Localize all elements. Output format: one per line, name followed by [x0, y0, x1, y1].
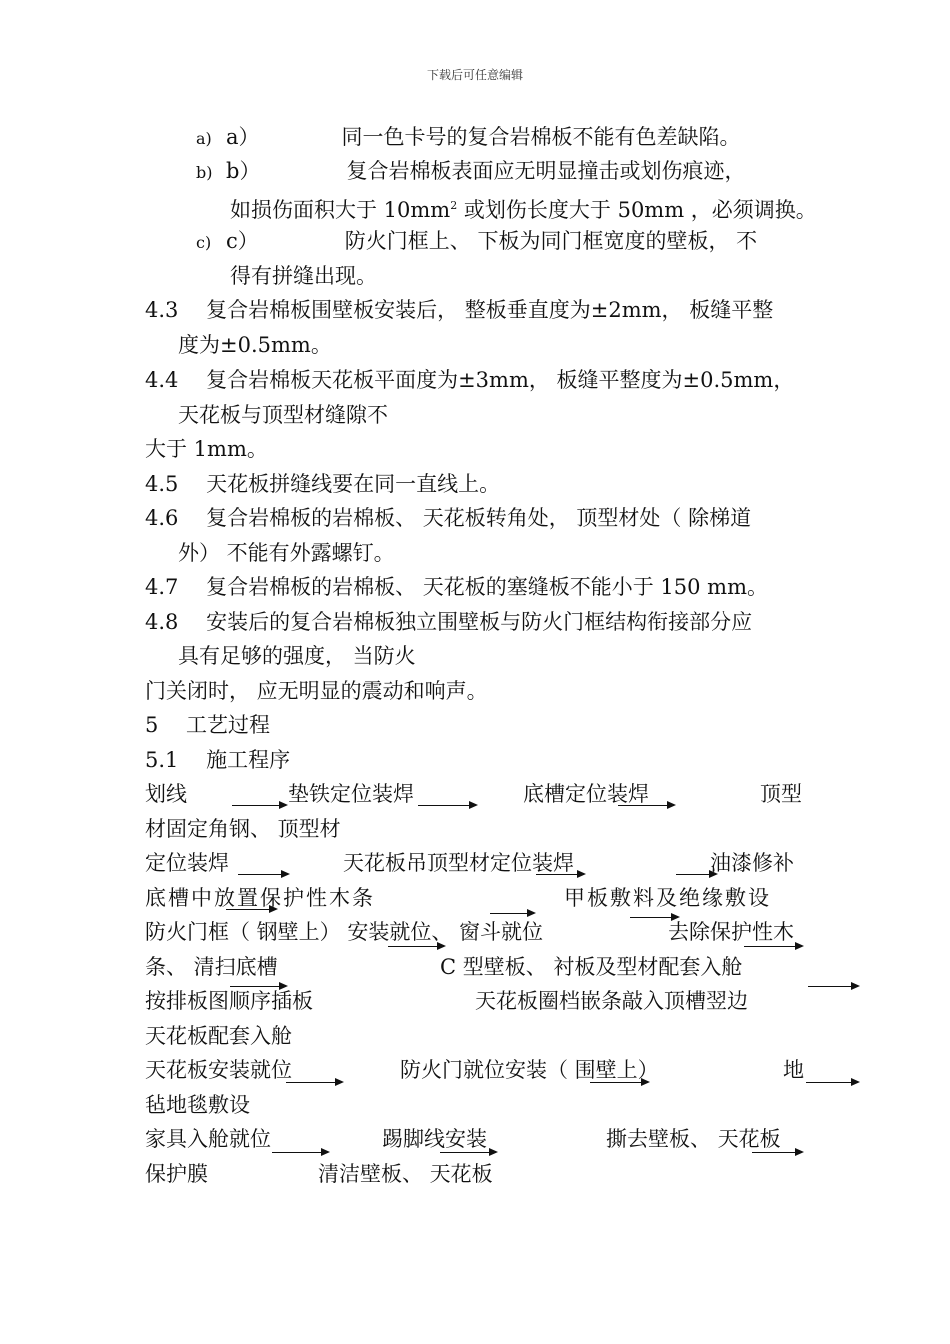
flow-arrow [806, 1082, 858, 1083]
item-c-marker: c) [196, 233, 212, 252]
section-4-8-line1: 4.8 安装后的复合岩棉板独立围壁板与防火门框结构衔接部分应 [145, 610, 753, 634]
flow-arrow [226, 909, 276, 910]
flow-arrow [536, 874, 584, 875]
item-b [196, 158, 745, 186]
item-b-text: 复合岩棉板表面应无明显撞击或划伤痕迹， [346, 159, 746, 183]
flow-arrow [230, 986, 286, 987]
item-b-marker: b) [196, 163, 213, 182]
flow-step-carpet: 毡地毯敷设 [145, 1093, 250, 1117]
flow-step-ceiling-into-cabin: 天花板配套入舱 [145, 1024, 292, 1048]
flow-arrow [618, 805, 674, 806]
section-5-1-heading: 5.1 施工程序 [145, 748, 291, 772]
flow-step-floor: 地 [783, 1058, 804, 1082]
flow-step-protective-wood: 底槽中放置保护性木条 [145, 886, 375, 910]
flow-arrow [440, 1152, 496, 1153]
flow-step-positioning-welding: 定位装焊 [145, 851, 229, 875]
item-b-label: b） [226, 159, 261, 183]
page-header: 下载后可任意编辑 [426, 68, 523, 82]
flow-step-deck-covering: 甲板敷料及绝缘敷设 [564, 886, 771, 910]
section-4-3-line1: 4.3 复合岩棉板围壁板安装后， 整板垂直度为±2mm， 板缝平整 [145, 298, 774, 322]
section-4-5-line1: 4.5 天花板拼缝线要在同一直线上。 [145, 472, 501, 496]
section-4-4-line2: 天花板与顶型材缝隙不 [178, 403, 388, 427]
flow-step-furniture: 家具入舱就位 [145, 1127, 271, 1151]
section-4-8-line3: 门关闭时， 应无明显的震动和响声。 [145, 679, 488, 703]
flow-step-skirting: 踢脚线安装 [382, 1127, 487, 1151]
flow-arrow [744, 946, 802, 947]
flow-step-shim-welding: 垫铁定位装焊 [288, 782, 414, 806]
section-4-8-line2: 具有足够的强度， 当防火 [178, 644, 416, 668]
section-4-6-line2: 外） 不能有外露螺钉。 [178, 541, 395, 565]
flow-step-mark-line: 划线 [145, 782, 187, 806]
section-5-heading: 5 工艺过程 [145, 713, 271, 737]
flow-step-clean-panels: 清洁壁板、 天花板 [318, 1162, 493, 1186]
item-c [196, 228, 757, 256]
flow-arrow [808, 986, 858, 987]
item-a-marker: a) [196, 129, 212, 148]
section-4-4-line3: 大于 1mm。 [145, 437, 268, 461]
flow-step-peel-film: 撕去壁板、 天花板 [606, 1127, 781, 1151]
flow-step-top-profile: 顶型 [760, 782, 802, 806]
item-a [196, 124, 741, 152]
flow-arrow [490, 913, 534, 914]
flow-step-protective-film: 保护膜 [145, 1162, 208, 1186]
section-4-7-line1: 4.7 复合岩棉板的岩棉板、 天花板的塞缝板不能小于 150 mm。 [145, 575, 769, 599]
flow-arrow [590, 1082, 648, 1083]
item-c-continuation: 得有拼缝出现。 [230, 264, 377, 288]
flow-arrow [238, 874, 288, 875]
flow-step-ceiling-install: 天花板安装就位 [145, 1058, 292, 1082]
flow-step-base-groove-welding: 底槽定位装焊 [523, 782, 649, 806]
item-c-text: 防火门框上、 下板为同门框宽度的壁板， 不 [344, 229, 758, 253]
section-4-6-line1: 4.6 复合岩棉板的岩棉板、 天花板转角处， 顶型材处（ 除梯道 [145, 506, 752, 530]
flow-step-remove-wood: 去除保护性木 [668, 920, 794, 944]
section-4-3-line2: 度为±0.5mm。 [178, 333, 332, 357]
flow-arrow [676, 874, 716, 875]
item-b-continuation [230, 193, 817, 223]
flow-step-ceiling-profile-welding: 天花板吊顶型材定位装焊 [343, 851, 574, 875]
flow-step-c-panel: C 型壁板、 衬板及型材配套入舱 [440, 955, 743, 979]
item-a-text: 同一色卡号的复合岩棉板不能有色差缺陷。 [341, 125, 741, 149]
flow-step-fire-door-install: 防火门就位安装（ 围壁上） [400, 1058, 659, 1082]
flow-arrow [630, 917, 678, 918]
item-a-label: a） [226, 125, 260, 149]
item-b-cont-sup: 2 [450, 199, 458, 212]
flow-arrow [272, 1152, 328, 1153]
flow-step-angle-steel: 材固定角钢、 顶型材 [145, 817, 341, 841]
flow-arrow [232, 805, 286, 806]
flow-arrow [752, 1152, 802, 1153]
flow-step-fire-door-frame: 防火门框（ 钢壁上） 安装就位、 窗斗就位 [145, 920, 544, 944]
item-b-cont-post: 或划伤长度大于 50mm ，必须调换。 [457, 198, 817, 222]
flow-step-insert-panels: 按排板图顺序插板 [145, 989, 313, 1013]
flow-step-paint-repair: 油漆修补 [710, 851, 794, 875]
item-b-cont-pre: 如损伤面积大于 10mm [230, 198, 451, 222]
flow-step-clean-groove: 条、 清扫底槽 [145, 955, 278, 979]
flow-arrow [388, 946, 444, 947]
item-c-label: c） [226, 229, 259, 253]
flow-arrow [418, 805, 476, 806]
flow-arrow [286, 1082, 342, 1083]
section-4-4-line1: 4.4 复合岩棉板天花板平面度为±3mm， 板缝平整度为±0.5mm， [145, 368, 795, 392]
flow-step-ceiling-trim: 天花板圈档嵌条敲入顶槽翌边 [475, 989, 748, 1013]
